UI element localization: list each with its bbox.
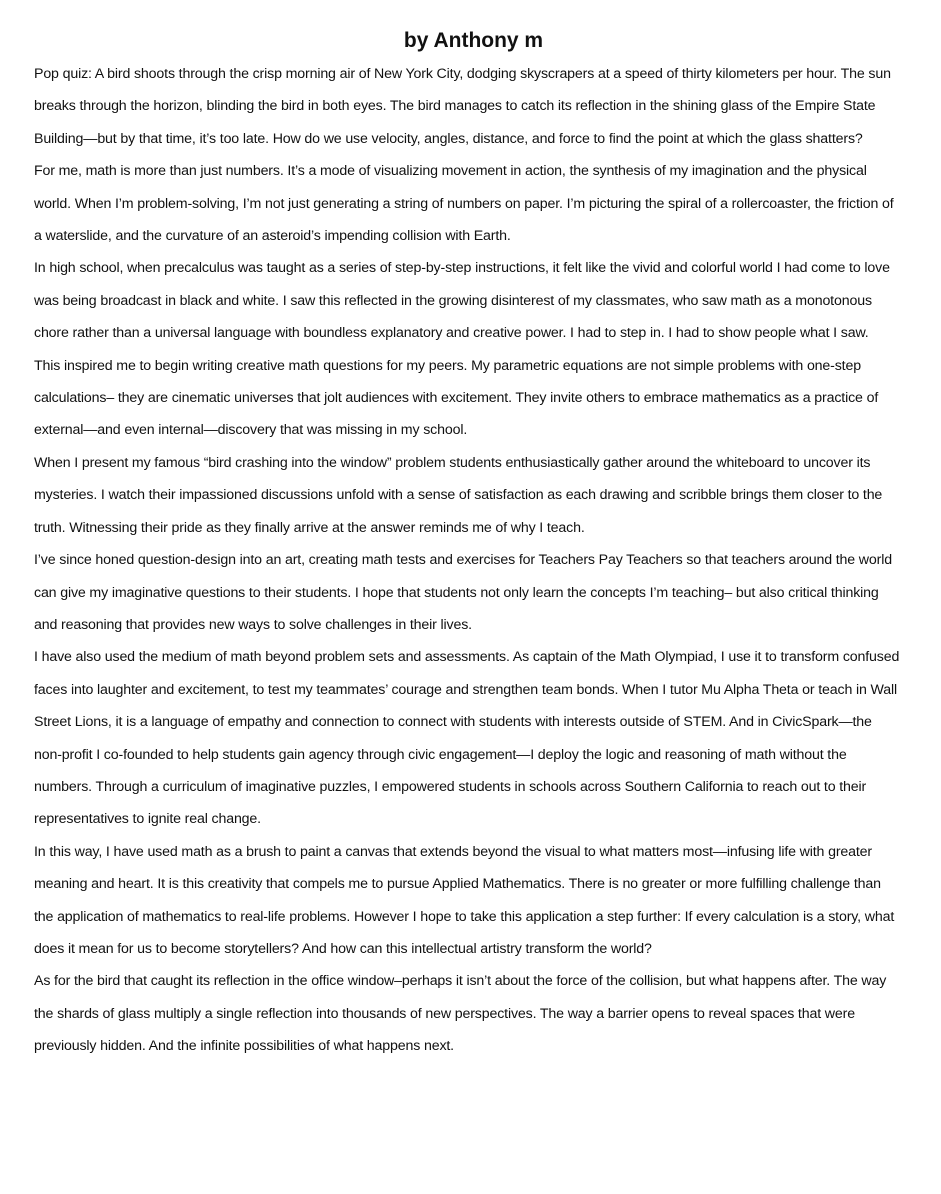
paragraph-high-school: In high school, when precalculus was taught as a series of step-by-step instructions, it felt like the vivid and colorful world I had come to love was being broadcast in black and white. I saw this reflected in the growing disinterest of my classmates, who saw math as a monotonous chore rather than a universal language with boundless explanatory and creative power. I had to step in. I had to show people what I saw.: [34, 260, 890, 342]
paragraph-question-design: I’ve since honed question-design into an art, creating math tests and exercises for Teachers Pay Teachers so that teachers around the world can give my imaginative questions to their students. I hope that students not only learn the concepts I’m teaching– but also critical thinking and reasoning that provides new ways to solve challenges in their lives.: [34, 552, 892, 633]
paragraph-beyond-problem-sets: I have also used the medium of math beyond problem sets and assessments. As captain of the Math Olympiad, I use it to transform confused faces into laughter and excitement, to test my teammates’ courage and strengthen team bonds. When I tutor Mu Alpha Theta or teach in Wall Street Lions, it is a language of empathy and connection to connect with students with interests outside of STEM. And in CivicSpark—the non-profit I co-founded to help students gain agency through civic engagement—I deploy the logic and reasoning of math without the numbers. Through a curriculum of imaginative puzzles, I empowered students in schools across Southern California to reach out to their representatives to ignite real change.: [34, 649, 900, 828]
paragraph-pop-quiz: Pop quiz: A bird shoots through the crisp morning air of New York City, dodging skyscrapers at a speed of thirty kilometers per hour. The sun breaks through the horizon, blinding the bird in both eyes. The bird manages to catch its reflection in the shining glass of the Empire State Building—but by that time, it’s too late. How do we use velocity, angles, distance, and force to find the point at which the glass shatters?: [34, 66, 891, 147]
paragraph-bird-problem: When I present my famous “bird crashing into the window” problem students enthusiastically gather around the whiteboard to uncover its mysteries. I watch their impassioned discussions unfold with a sense of satisfaction as each drawing and scribble brings them closer to the truth. Witnessing their pride as they finally arrive at the answer reminds me of why I teach.: [34, 454, 883, 536]
essay-body: [34, 58, 903, 1063]
paragraph-math-visualizing: For me, math is more than just numbers. It’s a mode of visualizing movement in action, the synthesis of my imagination and the physical world. When I’m problem-solving, I’m not just generating a string of numbers on paper. I’m picturing the spiral of a rollercoaster, the friction of a waterslide, and the curvature of an asteroid’s impending collision with Earth.: [34, 163, 894, 245]
document-title: by Anthony m: [403, 29, 544, 52]
paragraph-conclusion: As for the bird that caught its reflection in the office window–perhaps it isn’t about the force of the collision, but what happens after. The way the shards of glass multiply a single reflection into thousands of new perspectives. The way a barrier opens to reveal spaces that were previously hidden. And the infinite possibilities of what happens next.: [34, 973, 887, 1055]
paragraph-applied-mathematics: In this way, I have used math as a brush to paint a canvas that extends beyond the visual to what matters most—infusing life with greater meaning and heart. It is this creativity that compels me to pursue Applied Mathematics. There is no greater or more fulfilling challenge than the application of mathematics to real-life problems. However I hope to take this application a step further: If every calculation is a story, what does it mean for us to become storytellers? And how can this intellectual artistry transform the world?: [34, 843, 895, 957]
paragraph-creative-questions: This inspired me to begin writing creative math questions for my peers. My parametric equations are not simple problems with one-step calculations– they are cinematic universes that jolt audiences with excitement. They invite others to embrace mathematics as a practice of external—and even internal—discovery that was missing in my school.: [34, 357, 879, 439]
